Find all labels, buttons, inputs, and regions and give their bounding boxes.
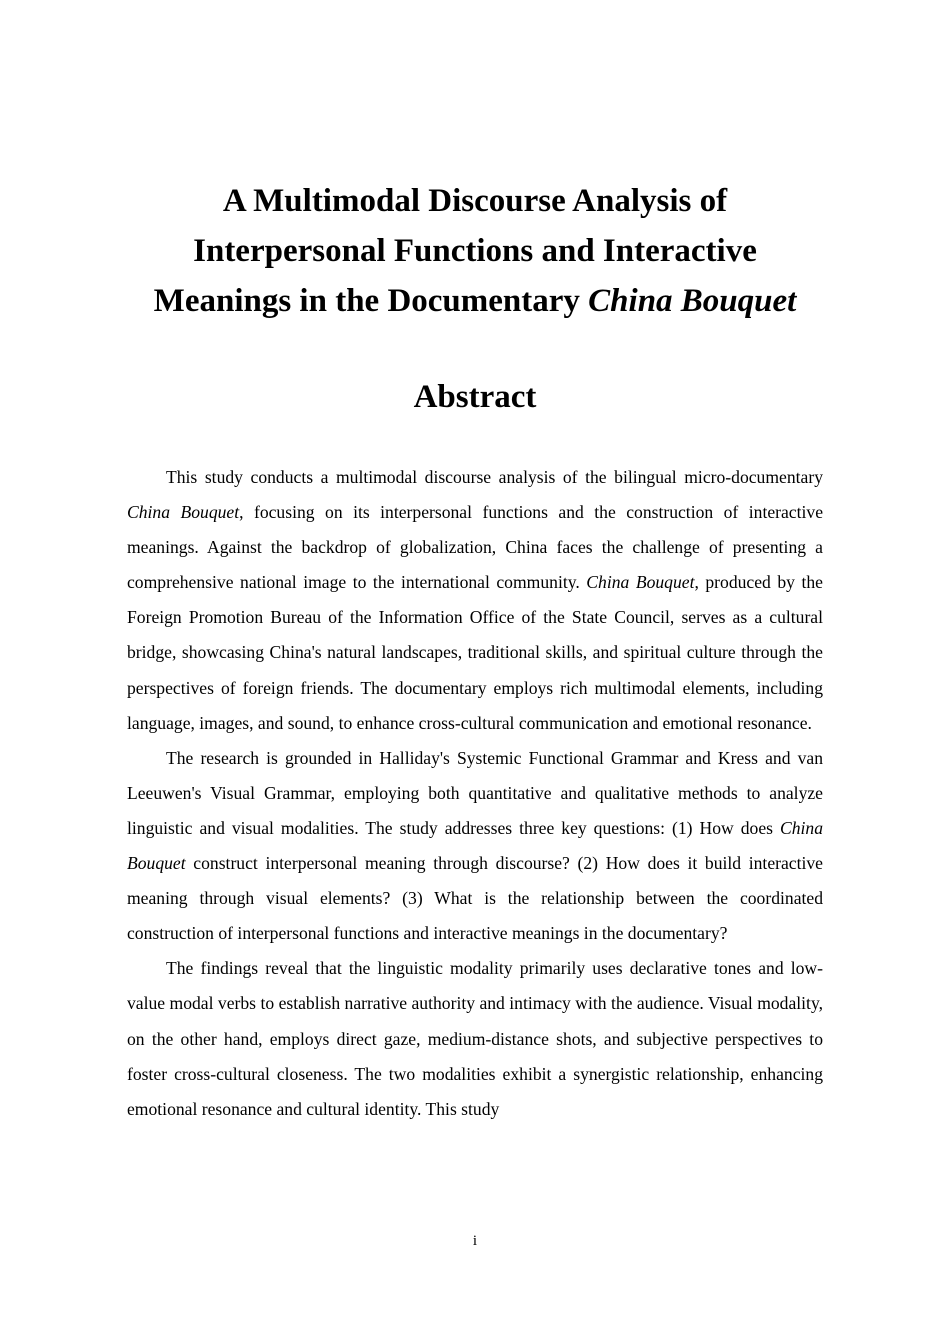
paragraph-1-text-b: , focusing on its interpersonal functions and the construction of interactive meanings. Against the backdrop of globalization, China faces the challenge of presenting a comprehensive national image to the international community. [127,502,823,593]
paragraph-2-italic-title: China Bouquet [127,817,823,874]
paragraph-3-text: The findings reveal that the linguistic modality primarily uses declarative tones and low-value modal verbs to establish narrative authority and intimacy with the audience. Visual modality, on the other hand, employs direct gaze, medium-distance shots, and subjective perspectives to foster cross-cultural closeness. The two modalities exhibit a synergistic relationship, enhancing emotional resonance and cultural identity. This study [127,958,823,1119]
title-line-2: Interpersonal Functions and Interactive [193,233,757,269]
abstract-paragraph-2 [127,741,823,952]
paper-title [100,176,850,326]
paragraph-1-text-a: This study conducts a multimodal discourse analysis of the bilingual micro-documentary [166,467,823,487]
abstract-body [127,460,823,1127]
title-line-3-text: Meanings in the Documentary [153,283,589,319]
title-line-3 [100,276,850,326]
page-number: i [472,1233,478,1249]
abstract-paragraph-3 [127,951,823,1126]
paragraph-1-text-c: , produced by the Foreign Promotion Bureau of the Information Office of the State Council, serves as a cultural bridge, showcasing China's natural landscapes, traditional skills, and spiritual culture through the perspectives of foreign friends. The documentary employs rich multimodal elements, including language, images, and sound, to enhance cross-cultural communication and emotional resonance. [127,572,823,733]
paragraph-1-italic-title-b: China Bouquet [586,572,695,593]
paragraph-1-italic-title-a: China Bouquet [127,502,240,523]
title-documentary-name: China Bouquet [588,283,797,319]
abstract-paragraph-1 [127,460,823,741]
abstract-heading: Abstract [413,379,537,415]
paragraph-2-text-a: The research is grounded in Halliday's Systemic Functional Grammar and Kress and van Leeuwen's Visual Grammar, employing both quantitative and qualitative methods to analyze linguistic and visual modalities. The study addresses three key questions: (1) How does [127,747,823,838]
paragraph-2-text-b: construct interpersonal meaning through discourse? (2) How does it build interactive meaning through visual elements? (3) What is the relationship between the coordinated construction of interpersonal functions and interactive meanings in the documentary? [127,853,823,944]
title-line-1: A Multimodal Discourse Analysis of [222,183,728,219]
